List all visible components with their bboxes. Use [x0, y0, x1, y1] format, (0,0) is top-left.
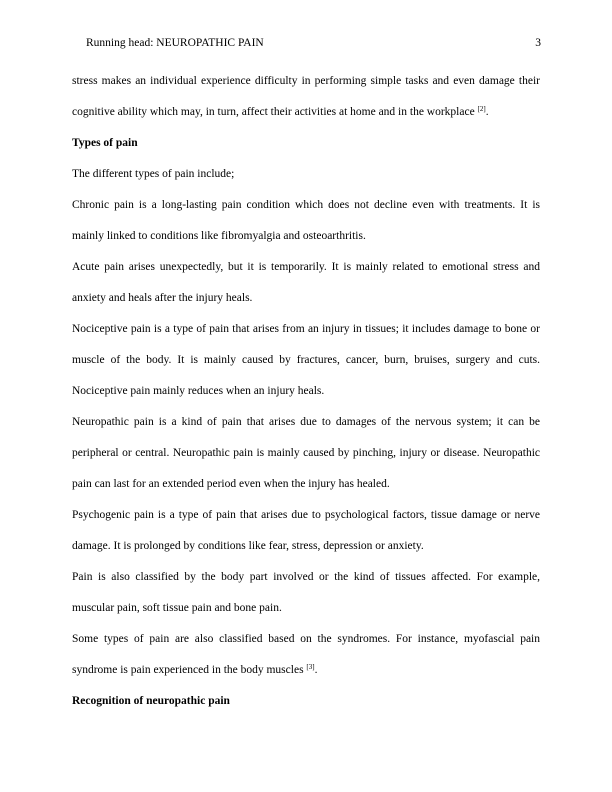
paragraph-end: .	[485, 106, 489, 118]
paragraph-psychogenic-pain: Psychogenic pain is a type of pain that arises due to psychological factors, tissue damage or nerve damage. It is prolonged by conditions like fear, stress, depression or anxiety.	[72, 509, 540, 552]
citation: [2]	[477, 105, 486, 113]
paragraph-text: stress makes an individual experience difficulty in performing simple tasks and even damage their cognitive ability which may, in turn, affect their activities at home and in the workplace	[72, 75, 540, 118]
paragraph-neuropathic-pain: Neuropathic pain is a kind of pain that arises due to damages of the nervous system; it can be peripheral or central. Neuropathic pain is mainly caused by pinching, injury or disease. Neuropathic pain can last for an extended period even when the injury has healed.	[72, 416, 540, 490]
section-heading-recognition: Recognition of neuropathic pain	[72, 695, 230, 707]
paragraph-syndromes	[72, 624, 540, 686]
running-head: Running head: NEUROPATHIC PAIN	[86, 37, 264, 49]
paragraph-acute-pain: Acute pain arises unexpectedly, but it is temporarily. It is mainly related to emotional stress and anxiety and heals after the injury heals.	[72, 261, 540, 304]
paragraph-chronic-pain: Chronic pain is a long-lasting pain condition which does not decline even with treatments. It is mainly linked to conditions like fibromyalgia and osteoarthritis.	[72, 199, 540, 242]
paragraph-text: Some types of pain are also classified based on the syndromes. For instance, myofascial pain syndrome is pain experienced in the body muscles	[72, 633, 540, 676]
page-number: 3	[535, 37, 541, 49]
section-heading-types-of-pain: Types of pain	[72, 137, 138, 149]
paragraph-stress	[72, 66, 540, 128]
paragraph-nociceptive-pain: Nociceptive pain is a type of pain that arises from an injury in tissues; it includes damage to bone or muscle of the body. It is mainly caused by fractures, cancer, burn, bruises, surgery and cuts. Nociceptive pain mainly reduces when an injury heals.	[72, 323, 540, 397]
paragraph-classification: Pain is also classified by the body part involved or the kind of tissues affected. For example, muscular pain, soft tissue pain and bone pain.	[72, 571, 540, 614]
citation: [3]	[306, 663, 315, 671]
paragraph-intro: The different types of pain include;	[72, 168, 235, 180]
document-body	[72, 66, 540, 717]
paragraph-end: .	[314, 664, 318, 676]
